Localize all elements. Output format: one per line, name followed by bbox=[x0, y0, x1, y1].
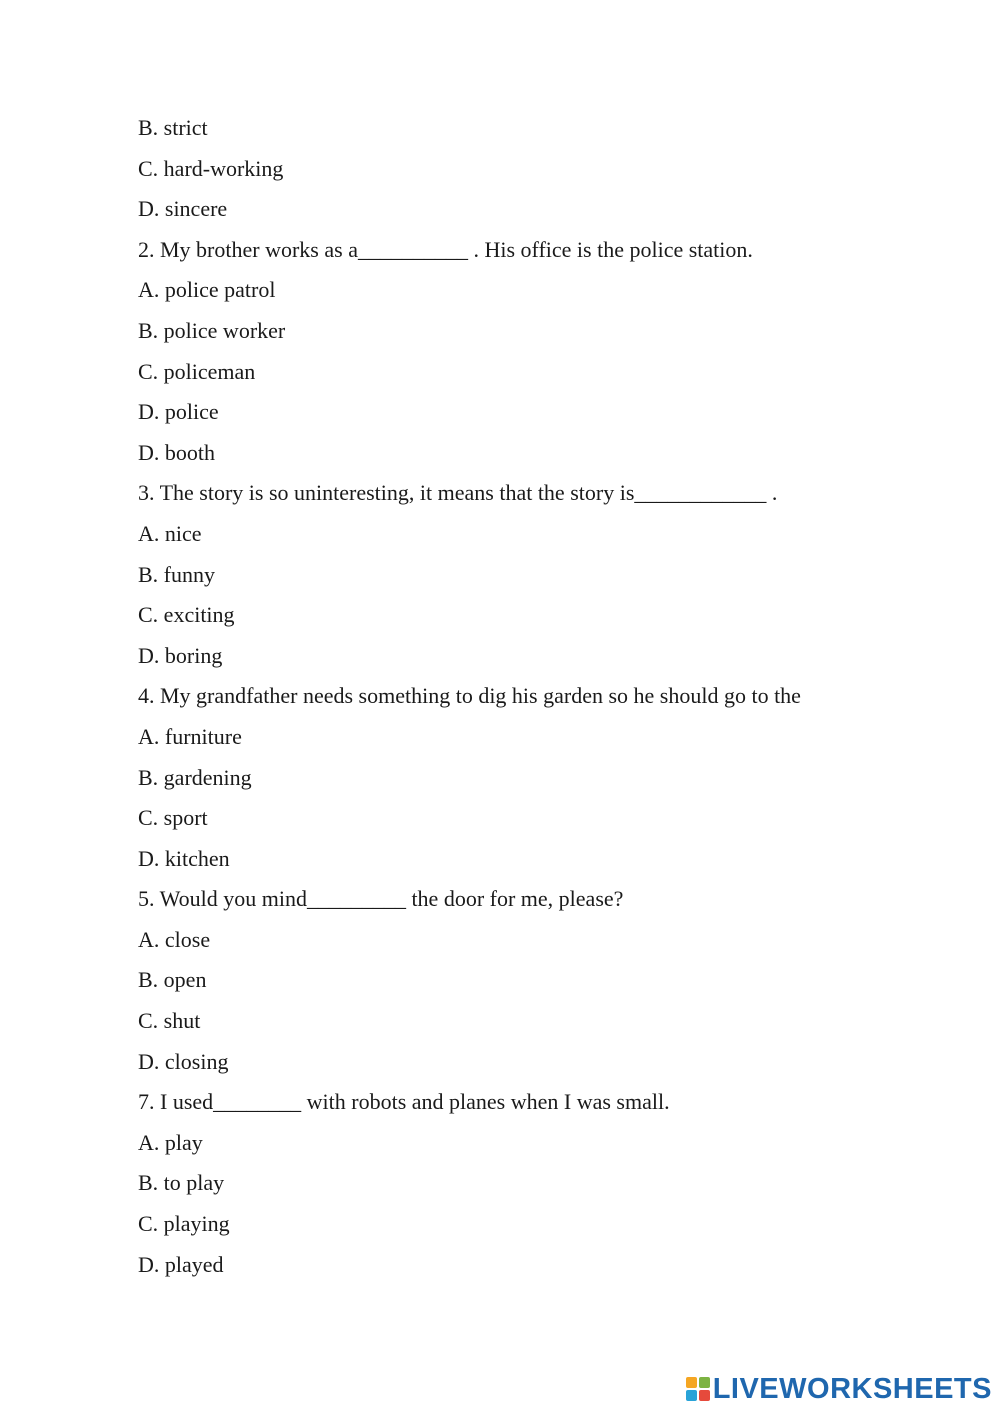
option-line: A. furniture bbox=[138, 723, 242, 749]
logo-tile-red bbox=[699, 1390, 710, 1401]
option-line: C. playing bbox=[138, 1211, 230, 1237]
option-line: B. funny bbox=[138, 561, 215, 587]
option-line: B. police worker bbox=[138, 317, 286, 343]
logo-tile-green bbox=[699, 1377, 710, 1388]
option-line: C. shut bbox=[138, 1008, 201, 1034]
option-line: A. play bbox=[138, 1129, 203, 1155]
option-line: C. policeman bbox=[138, 358, 256, 384]
question-7: 7. I used________ with robots and planes when I was small. bbox=[138, 1089, 670, 1115]
option-line: D. sincere bbox=[138, 196, 228, 222]
liveworksheets-brand bbox=[686, 1371, 992, 1407]
option-line: B. gardening bbox=[138, 764, 252, 790]
option-line: B. strict bbox=[138, 115, 208, 140]
question-5: 5. Would you mind_________ the door for me, please? bbox=[138, 886, 624, 912]
option-line: D. closing bbox=[138, 1048, 229, 1074]
liveworksheets-logo-icon bbox=[686, 1377, 710, 1401]
option-line: A. close bbox=[138, 926, 211, 952]
option-line: D. played bbox=[138, 1251, 224, 1277]
option-line: D. police bbox=[138, 399, 219, 425]
option-line: C. sport bbox=[138, 805, 208, 831]
option-line: C. hard-working bbox=[138, 155, 284, 181]
option-line: D. kitchen bbox=[138, 845, 230, 871]
option-line: B. open bbox=[138, 967, 207, 993]
worksheet-content bbox=[138, 108, 938, 1285]
option-line: B. to play bbox=[138, 1170, 225, 1196]
question-3: 3. The story is so uninteresting, it means that the story is____________ . bbox=[138, 480, 778, 506]
brand-name: LIVEWORKSHEETS bbox=[712, 1372, 992, 1405]
option-line: D. boring bbox=[138, 642, 223, 668]
option-line: A. nice bbox=[138, 520, 202, 546]
logo-tile-orange bbox=[686, 1377, 697, 1388]
question-4: 4. My grandfather needs something to dig his garden so he should go to the bbox=[138, 683, 801, 709]
option-line: C. exciting bbox=[138, 602, 235, 628]
question-2: 2. My brother works as a__________ . His office is the police station. bbox=[138, 236, 753, 262]
option-line: A. police patrol bbox=[138, 277, 276, 303]
option-line: D. booth bbox=[138, 439, 215, 465]
logo-tile-blue bbox=[686, 1390, 697, 1401]
